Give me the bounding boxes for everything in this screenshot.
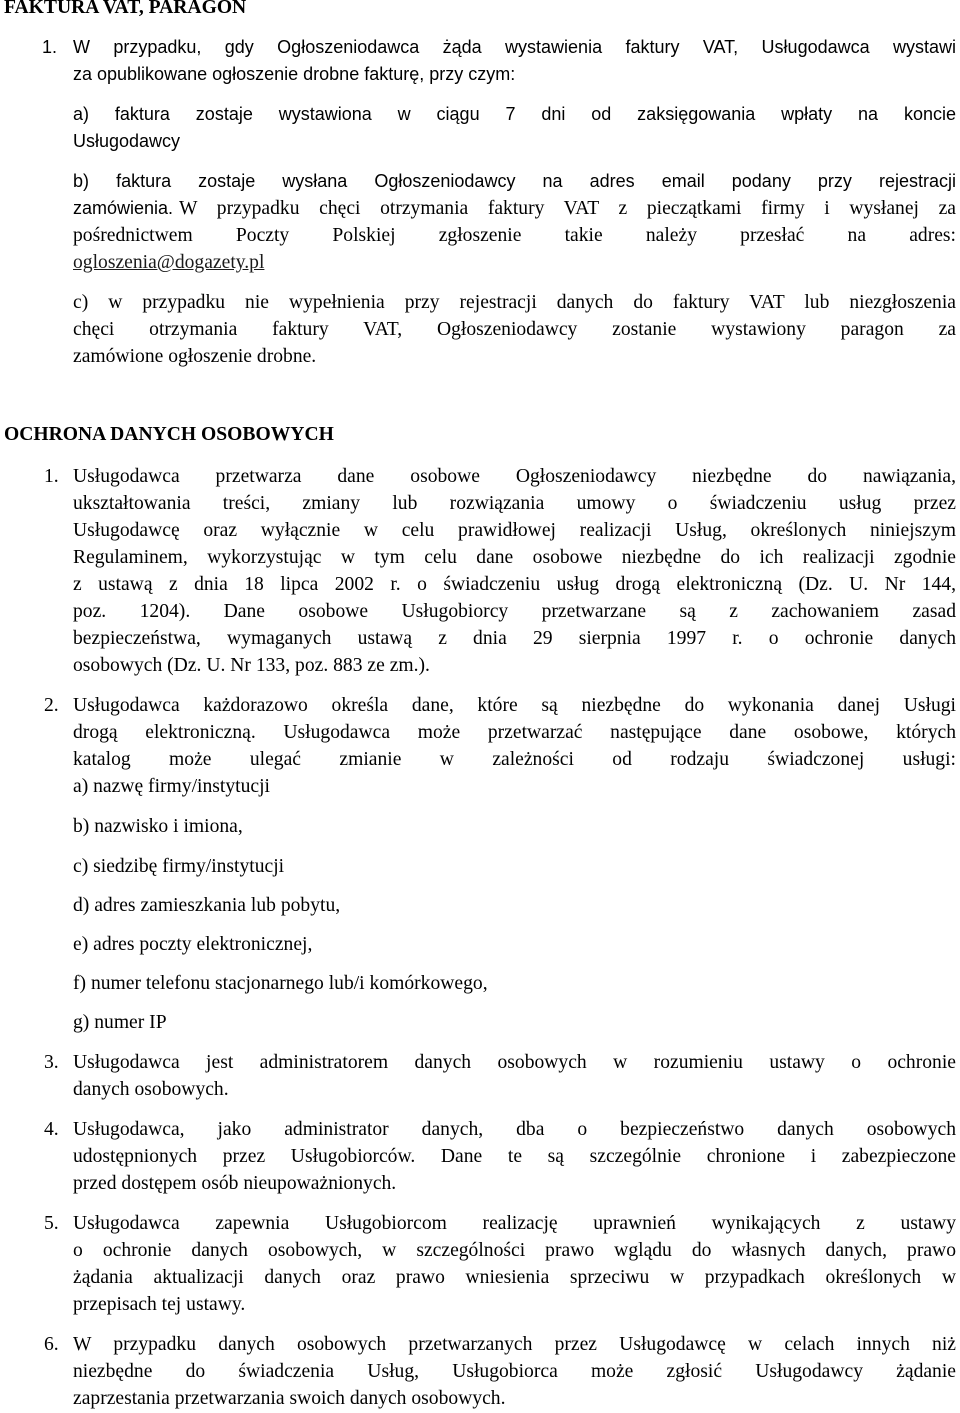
text-line: ukształtowania treści, zmiany lub rozwiązania umowy o świadczeniu usług przez — [73, 493, 956, 514]
text-line-mixed — [73, 195, 956, 222]
list-item: f) numer telefonu stacjonarnego lub/i komórkowego, — [73, 973, 488, 994]
text-line: żądania aktualizacji danych oraz prawo wniesienia sprzeciwu w przypadkach określonych w — [73, 1267, 956, 1288]
text-line: drogą elektroniczną. Usługodawca może przetwarzać następujące dane osobowe, których — [73, 722, 956, 743]
text-line: przepisach tej ustawy. — [73, 1294, 246, 1315]
text-line: przed dostępem osób nieupoważnionych. — [73, 1173, 397, 1194]
email-link[interactable]: ogloszenia@dogazety.pl — [73, 252, 265, 273]
text-line: o ochronie danych osobowych, w szczególności prawo wglądu do własnych danych, prawo — [73, 1240, 956, 1261]
item-number: 3. — [44, 1052, 59, 1073]
text-line: zamówione ogłoszenie drobne. — [73, 346, 317, 367]
section-title-ochrona-danych: OCHRONA DANYCH OSOBOWYCH — [4, 424, 334, 445]
text-line: b) faktura zostaje wysłana Ogłoszeniodawcy na adres email podany przy rejestracji — [73, 171, 956, 191]
text-line: Usługodawca każdorazowo określa dane, które są niezbędne do wykonania danej Usługi — [73, 695, 956, 716]
text-line: poz. 1204). Dane osobowe Usługobiorcy przetwarzane są z zachowaniem zasad — [73, 601, 956, 622]
text-line: W przypadku, gdy Ogłoszeniodawca żąda wystawienia faktury VAT, Usługodawca wystawi — [73, 37, 956, 57]
text-line: Usługodawca zapewnia Usługobiorcom realizację uprawnień wynikających z ustawy — [73, 1213, 956, 1234]
text-line: osobowych (Dz. U. Nr 133, poz. 883 ze zm.). — [73, 655, 430, 676]
text-line: pośrednictwem Poczty Polskiej zgłoszenie takie należy przesłać na adres: — [73, 225, 956, 246]
text-line: zaprzestania przetwarzania swoich danych osobowych. — [73, 1388, 506, 1409]
text-line: Usługodawcę oraz wyłącznie w celu prawidłowej realizacji Usług, określonych niniejszym — [73, 520, 956, 541]
text-line: katalog może ulegać zmianie w zależności od rodzaju świadczonej usługi: — [73, 749, 956, 770]
item-number: 5. — [44, 1213, 59, 1234]
list-item: d) adres zamieszkania lub pobytu, — [73, 895, 341, 916]
text-line: Usługodawcy — [73, 131, 181, 151]
list-item: e) adres poczty elektronicznej, — [73, 934, 313, 955]
text-line: Usługodawca przetwarza dane osobowe Ogłoszeniodawcy niezbędne do nawiązania, — [73, 466, 956, 487]
text-line: c) w przypadku nie wypełnienia przy rejestracji danych do faktury VAT lub niezgłoszenia — [73, 292, 956, 313]
item-number: 2. — [44, 695, 59, 716]
text-line: za opublikowane ogłoszenie drobne fakturę, przy czym: — [73, 64, 516, 84]
email-link-line — [73, 249, 264, 276]
item-number: 6. — [44, 1334, 59, 1355]
list-item: c) siedzibę firmy/instytucji — [73, 856, 285, 877]
text-line: Regulaminem, wykorzystując w tym celu dane osobowe niezbędne do ich realizacji zgodnie — [73, 547, 956, 568]
list-item: g) numer IP — [73, 1012, 167, 1033]
item-number: 1. — [44, 466, 59, 487]
text-line: chęci otrzymania faktury VAT, Ogłoszeniodawcy zostanie wystawiony paragon za — [73, 319, 956, 340]
list-item: a) nazwę firmy/instytucji — [73, 776, 270, 797]
list-item: b) nazwisko i imiona, — [73, 816, 243, 837]
text-fragment: W przypadku chęci otrzymania faktury VAT z pieczątkami firmy i wysłanej za — [179, 198, 956, 219]
text-line: Usługodawca, jako administrator danych, dba o bezpieczeństwo danych osobowych — [73, 1119, 956, 1140]
text-line: Usługodawca jest administratorem danych osobowych w rozumieniu ustawy o ochronie — [73, 1052, 956, 1073]
item-number: 4. — [44, 1119, 59, 1140]
item-number: 1. — [42, 37, 58, 57]
text-line: a) faktura zostaje wystawiona w ciągu 7 dni od zaksięgowania wpłaty na koncie — [73, 104, 956, 124]
text-line: W przypadku danych osobowych przetwarzanych przez Usługodawcę w celach innych niż — [73, 1334, 956, 1355]
text-line: bezpieczeństwa, wymaganych ustawą z dnia 29 sierpnia 1997 r. o ochronie danych — [73, 628, 956, 649]
text-line: niezbędne do świadczenia Usług, Usługobiorca może zgłosić Usługodawcy żądanie — [73, 1361, 956, 1382]
section-title-faktura: FAKTURA VAT, PARAGON — [4, 0, 247, 18]
text-line: danych osobowych. — [73, 1079, 229, 1100]
text-fragment: zamówienia. — [73, 198, 174, 218]
text-line: udostępnionych przez Usługobiorców. Dane te są szczególnie chronione i zabezpieczone — [73, 1146, 956, 1167]
text-line: z ustawą z dnia 18 lipca 2002 r. o świadczeniu usług drogą elektroniczną (Dz. U. Nr 144, — [73, 574, 956, 595]
